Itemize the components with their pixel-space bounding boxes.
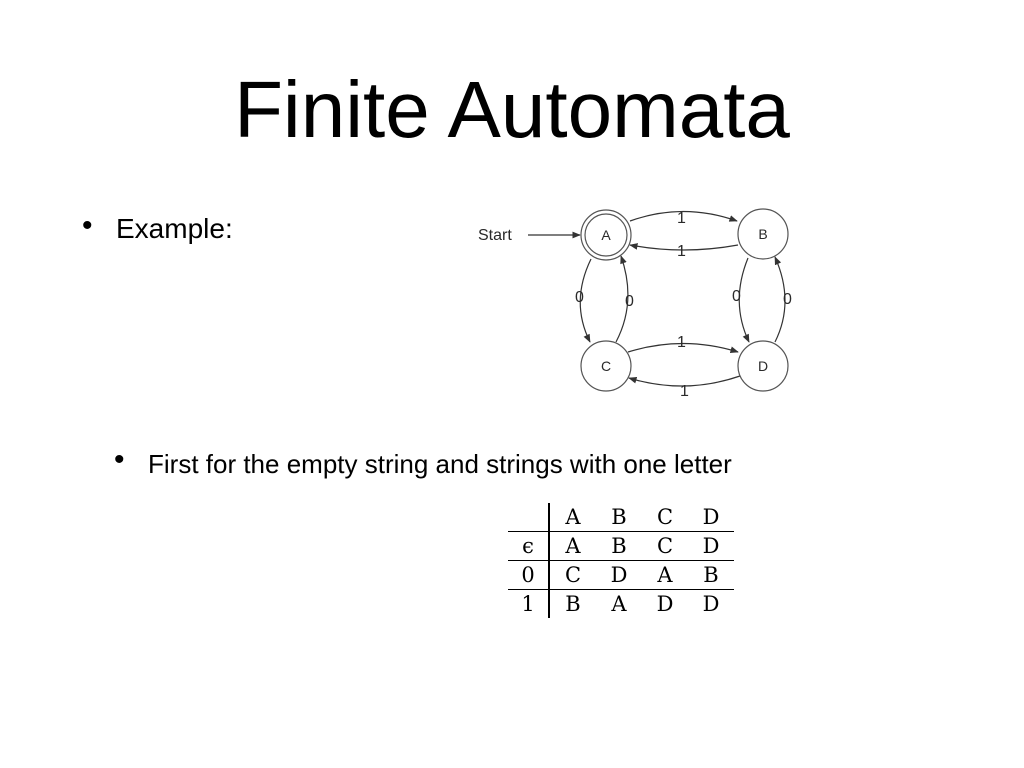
transition-table xyxy=(508,503,734,618)
state-b-label: B xyxy=(758,226,768,242)
table-cell: B xyxy=(688,561,734,590)
column-header: D xyxy=(688,503,734,532)
table-cell: D xyxy=(702,592,720,616)
edge-d-b-label: 0 xyxy=(783,291,792,308)
table-header-row xyxy=(508,503,734,532)
table-cell: D xyxy=(688,532,734,561)
table-cell: C xyxy=(549,561,596,590)
bullet-dot: • xyxy=(82,209,93,242)
edge-a-c-label: 0 xyxy=(575,289,584,306)
table-cell: D xyxy=(596,561,642,590)
table-row xyxy=(508,590,734,619)
row-header: ϵ xyxy=(508,532,549,561)
column-header: C xyxy=(642,503,688,532)
start-label: Start xyxy=(478,227,512,244)
table-cell: A xyxy=(549,532,596,561)
row-header: 0 xyxy=(508,561,549,590)
edge-c-d-label: 1 xyxy=(677,334,686,351)
edge-c-a-label: 0 xyxy=(625,293,634,310)
table-row xyxy=(508,561,734,590)
edge-b-d-label: 0 xyxy=(732,288,741,305)
state-a-label: A xyxy=(601,227,611,243)
bullet-text: First for the empty string and strings with one letter xyxy=(148,449,732,479)
row-header: 1 xyxy=(508,590,549,619)
bullet-empty-string xyxy=(114,440,732,480)
table-cell: B xyxy=(596,532,642,561)
bullet-dot: • xyxy=(114,443,125,476)
automaton-diagram xyxy=(460,196,820,406)
column-header: B xyxy=(596,503,642,532)
table-cell: D xyxy=(656,592,674,616)
table-cell: A xyxy=(611,592,627,616)
bullet-example xyxy=(82,206,233,246)
slide-title: Finite Automata xyxy=(234,65,790,154)
state-d-label: D xyxy=(757,358,769,374)
edge-a-b-label: 1 xyxy=(677,210,686,227)
state-c-label: C xyxy=(600,358,612,374)
column-header: A xyxy=(549,503,596,532)
edge-b-a-label: 1 xyxy=(677,243,686,260)
state-c xyxy=(581,341,631,391)
table-corner xyxy=(508,503,549,532)
state-d xyxy=(738,341,788,391)
table-row xyxy=(508,532,734,561)
table-cell: B xyxy=(565,592,581,616)
bullet-text: Example: xyxy=(116,213,233,244)
edge-d-c-label: 1 xyxy=(680,383,689,400)
table-cell: C xyxy=(642,532,688,561)
state-a xyxy=(581,210,631,260)
state-b xyxy=(738,209,788,259)
table-cell: A xyxy=(642,561,688,590)
